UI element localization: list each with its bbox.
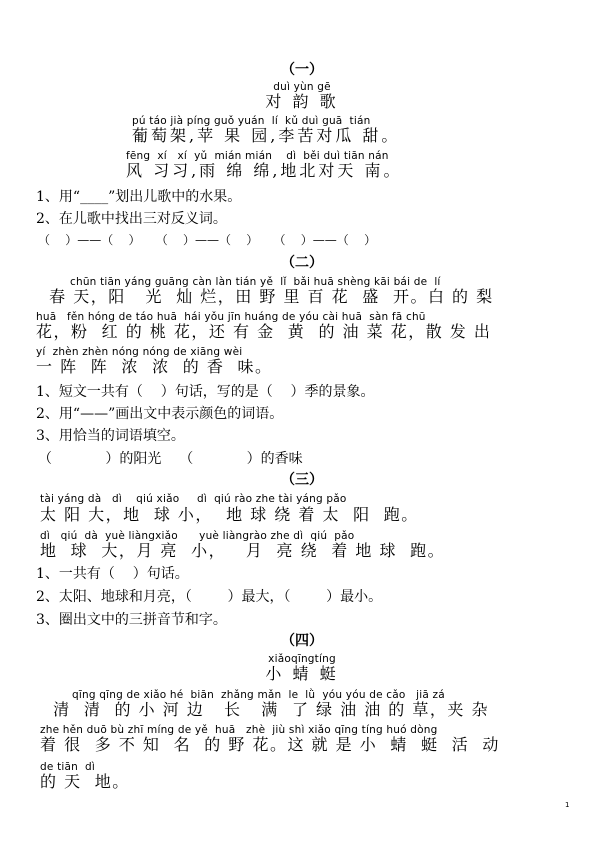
s4-line-2-pinyin: zhe hěn duō bù zhī míng de yě huā zhè jiù shì xiǎo qīng tíng huó dòng bbox=[40, 724, 438, 736]
section-2-heading: （二） bbox=[281, 255, 323, 271]
s2-line-3-pinyin: yí zhèn zhèn nóng nóng de xiāng wèi bbox=[36, 346, 243, 358]
poem-title: 对 韵 歌 bbox=[265, 92, 339, 111]
s4-line-1-pinyin: qīng qīng de xiǎo hé biān zhǎng mǎn le lǜ yóu yóu de cǎo jiā zá bbox=[72, 689, 445, 701]
s1-question-1: 1、用“____”划出儿歌中的水果。 bbox=[36, 189, 242, 205]
poem-line-1-pinyin: pú táo jià píng guǒ yuán lí kǔ duì guā tián bbox=[132, 115, 371, 127]
s3-question-2: 2、太阳、地球和月亮，（ ）最大，（ ）最小。 bbox=[36, 589, 383, 605]
s2-fill-blanks: （ ）的阳光 （ ）的香味 bbox=[38, 451, 303, 467]
s3-line-1-pinyin: tài yáng dà dì qiú xiǎo dì qiú rào zhe tài yáng pǎo bbox=[40, 493, 347, 505]
s4-line-3: 的 天 地。 bbox=[40, 772, 130, 791]
poem-line-2: 风 习习,雨 绵 绵,地北对天 南。 bbox=[126, 161, 403, 180]
s4-line-1: 清 清 的 小 河 边 长 满 了 绿 油 油 的 草，夹 杂 bbox=[40, 700, 489, 719]
poem-line-1: 葡萄架,苹 果 园,李苦对瓜 甜。 bbox=[132, 126, 401, 145]
s3-line-2-pinyin: dì qiú dà yuè liàngxiǎo yuè liàngrào zhe dì qiú pǎo bbox=[40, 530, 355, 542]
s2-question-3: 3、用恰当的词语填空。 bbox=[36, 428, 185, 444]
s2-question-2: 2、用“——”画出文中表示颜色的词语。 bbox=[36, 406, 284, 422]
poem-title-pinyin: duì yùn gē bbox=[273, 81, 331, 93]
section-3-heading: （三） bbox=[281, 472, 323, 488]
s4-line-3-pinyin: de tiān dì bbox=[40, 761, 96, 773]
s2-question-1: 1、短文一共有（ ）句话，写的是（ ）季的景象。 bbox=[36, 384, 375, 400]
s4-line-2: 着 很 多 不 知 名 的 野 花。这 就 是 小 蜻 蜓 活 动 bbox=[40, 735, 500, 754]
s2-line-3: 一 阵 阵 浓 浓 的 香 味。 bbox=[36, 357, 273, 376]
s2-line-1: 春 天，阳 光 灿 烂，田 野 里 百 花 盛 开。白 的 梨 bbox=[36, 287, 494, 306]
s1-answer-blanks: （ ）——（ ） （ ）——（ ） （ ）——（ ） bbox=[38, 233, 377, 247]
s3-line-1: 太 阳 大，地 球 小， 地 球 绕 着 太 阳 跑。 bbox=[40, 505, 419, 524]
section-1-heading: （一） bbox=[281, 62, 323, 78]
s2-line-2: 花，粉 红 的 桃 花，还 有 金 黄 的 油 菜 花，散 发 出 bbox=[36, 322, 492, 341]
s1-question-2: 2、在儿歌中找出三对反义词。 bbox=[36, 211, 227, 227]
story-title: 小 蜻 蜓 bbox=[265, 664, 339, 683]
s3-line-2: 地 球 大，月 亮 小， 月 亮 绕 着 地 球 跑。 bbox=[40, 541, 446, 560]
page-number: 1 bbox=[565, 801, 570, 809]
s3-question-3: 3、圈出文中的三拼音节和字。 bbox=[36, 612, 227, 628]
s3-question-1: 1、一共有（ ）句话。 bbox=[36, 566, 189, 582]
section-4-heading: （四） bbox=[281, 633, 323, 649]
s2-line-2-pinyin: huā fěn hóng de táo huā hái yǒu jīn huáng de yóu cài huā sàn fā chū bbox=[36, 311, 426, 323]
story-title-pinyin: xiǎoqīngtíng bbox=[268, 653, 336, 665]
poem-line-2-pinyin: fēng xí xí yǔ mián mián dì běi duì tiān nán bbox=[126, 150, 389, 162]
s2-line-1-pinyin: chūn tiān yáng guāng càn làn tián yě lǐ bǎi huā shèng kāi bái de lí bbox=[70, 276, 441, 288]
